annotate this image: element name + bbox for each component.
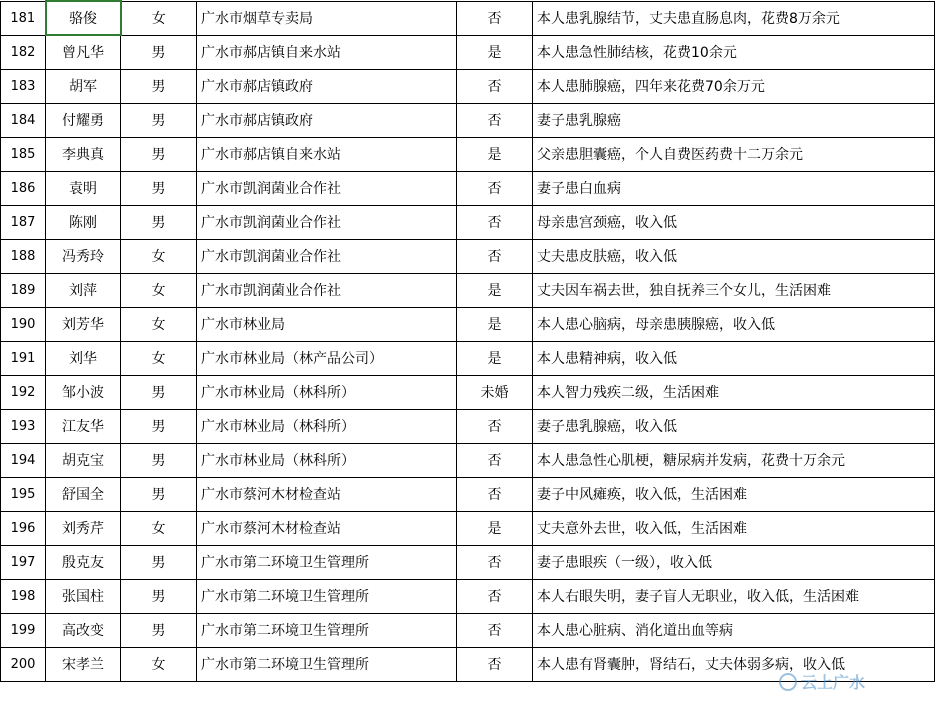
work-unit: 广水市郝店镇政府 — [197, 69, 457, 103]
person-name: 张国柱 — [46, 579, 121, 613]
dual-employee: 否 — [457, 205, 533, 239]
gender: 男 — [121, 477, 197, 511]
person-name: 刘华 — [46, 341, 121, 375]
table-row — [1, 103, 935, 137]
logo-icon — [779, 673, 797, 691]
dual-employee: 否 — [457, 477, 533, 511]
hardship-reason: 本人患精神病，收入低 — [533, 341, 935, 375]
table-row — [1, 137, 935, 171]
person-name: 李典真 — [46, 137, 121, 171]
work-unit: 广水市第二环境卫生管理所 — [197, 545, 457, 579]
table-row — [1, 375, 935, 409]
person-name: 殷克友 — [46, 545, 121, 579]
dual-employee: 是 — [457, 307, 533, 341]
gender: 男 — [121, 35, 197, 69]
row-number: 186 — [1, 171, 46, 205]
table-row — [1, 273, 935, 307]
person-name: 陈刚 — [46, 205, 121, 239]
gender: 女 — [121, 307, 197, 341]
gender: 男 — [121, 579, 197, 613]
table-row — [1, 341, 935, 375]
gender: 男 — [121, 375, 197, 409]
row-number: 191 — [1, 341, 46, 375]
hardship-reason: 本人患心脏病、消化道出血等病 — [533, 613, 935, 647]
table-row — [1, 579, 935, 613]
row-number: 185 — [1, 137, 46, 171]
work-unit: 广水市蔡河木材检查站 — [197, 511, 457, 545]
gender: 女 — [121, 647, 197, 681]
work-unit: 广水市林业局（林科所） — [197, 443, 457, 477]
work-unit: 广水市第二环境卫生管理所 — [197, 613, 457, 647]
row-number: 196 — [1, 511, 46, 545]
hardship-reason: 本人患心脑病，母亲患胰腺癌，收入低 — [533, 307, 935, 341]
dual-employee: 否 — [457, 613, 533, 647]
hardship-reason: 本人患乳腺结节，丈夫患直肠息肉，花费8万余元 — [533, 1, 935, 35]
watermark — [779, 670, 865, 693]
gender: 女 — [121, 341, 197, 375]
row-number: 187 — [1, 205, 46, 239]
dual-employee: 是 — [457, 273, 533, 307]
table-row — [1, 205, 935, 239]
dual-employee: 是 — [457, 511, 533, 545]
person-name: 袁明 — [46, 171, 121, 205]
hardship-reason: 父亲患胆囊癌，个人自费医药费十二万余元 — [533, 137, 935, 171]
hardship-reason: 妻子中风瘫痪，收入低，生活困难 — [533, 477, 935, 511]
table-row — [1, 307, 935, 341]
hardship-reason: 本人患肺腺癌，四年来花费70余万元 — [533, 69, 935, 103]
dual-employee: 否 — [457, 239, 533, 273]
person-name: 刘萍 — [46, 273, 121, 307]
person-name: 冯秀玲 — [46, 239, 121, 273]
work-unit: 广水市林业局（林产品公司） — [197, 341, 457, 375]
dual-employee: 否 — [457, 171, 533, 205]
work-unit: 广水市凯润菌业合作社 — [197, 205, 457, 239]
person-name: 胡克宝 — [46, 443, 121, 477]
work-unit: 广水市烟草专卖局 — [197, 1, 457, 35]
person-name: 舒国全 — [46, 477, 121, 511]
person-name: 骆俊 — [46, 1, 121, 35]
row-number: 193 — [1, 409, 46, 443]
row-number: 190 — [1, 307, 46, 341]
hardship-reason: 妻子患眼疾（一级），收入低 — [533, 545, 935, 579]
dual-employee: 是 — [457, 137, 533, 171]
hardship-reason: 妻子患白血病 — [533, 171, 935, 205]
person-name: 邹小波 — [46, 375, 121, 409]
person-name: 刘秀芹 — [46, 511, 121, 545]
dual-employee: 否 — [457, 579, 533, 613]
work-unit: 广水市林业局 — [197, 307, 457, 341]
dual-employee: 否 — [457, 69, 533, 103]
table-row — [1, 239, 935, 273]
row-number: 195 — [1, 477, 46, 511]
hardship-reason: 丈夫因车祸去世，独自抚养三个女儿，生活困难 — [533, 273, 935, 307]
row-number: 188 — [1, 239, 46, 273]
gender: 男 — [121, 443, 197, 477]
person-name: 刘芳华 — [46, 307, 121, 341]
work-unit: 广水市林业局（林科所） — [197, 409, 457, 443]
hardship-reason: 本人患急性心肌梗，糖尿病并发病，花费十万余元 — [533, 443, 935, 477]
gender: 男 — [121, 205, 197, 239]
gender: 男 — [121, 171, 197, 205]
work-unit: 广水市第二环境卫生管理所 — [197, 579, 457, 613]
table-row — [1, 1, 935, 35]
row-number: 184 — [1, 103, 46, 137]
person-name: 江友华 — [46, 409, 121, 443]
dual-employee: 否 — [457, 1, 533, 35]
work-unit: 广水市凯润菌业合作社 — [197, 273, 457, 307]
hardship-reason: 本人右眼失明，妻子盲人无职业，收入低，生活困难 — [533, 579, 935, 613]
person-name: 高改变 — [46, 613, 121, 647]
gender: 女 — [121, 1, 197, 35]
hardship-reason: 母亲患宫颈癌，收入低 — [533, 205, 935, 239]
work-unit: 广水市林业局（林科所） — [197, 375, 457, 409]
work-unit: 广水市郝店镇政府 — [197, 103, 457, 137]
row-number: 183 — [1, 69, 46, 103]
gender: 男 — [121, 613, 197, 647]
work-unit: 广水市郝店镇自来水站 — [197, 137, 457, 171]
dual-employee: 否 — [457, 545, 533, 579]
table-row — [1, 171, 935, 205]
table-row — [1, 545, 935, 579]
gender: 男 — [121, 69, 197, 103]
person-name: 付耀勇 — [46, 103, 121, 137]
dual-employee: 否 — [457, 103, 533, 137]
row-number: 194 — [1, 443, 46, 477]
row-number: 182 — [1, 35, 46, 69]
gender: 男 — [121, 137, 197, 171]
dual-employee: 是 — [457, 35, 533, 69]
work-unit: 广水市第二环境卫生管理所 — [197, 647, 457, 681]
hardship-reason: 本人智力残疾二级，生活困难 — [533, 375, 935, 409]
row-number: 197 — [1, 545, 46, 579]
gender: 男 — [121, 545, 197, 579]
hardship-reason: 妻子患乳腺癌 — [533, 103, 935, 137]
table-row — [1, 35, 935, 69]
dual-employee: 否 — [457, 409, 533, 443]
hardship-reason: 丈夫患皮肤癌，收入低 — [533, 239, 935, 273]
work-unit: 广水市蔡河木材检查站 — [197, 477, 457, 511]
work-unit: 广水市郝店镇自来水站 — [197, 35, 457, 69]
dual-employee: 否 — [457, 647, 533, 681]
row-number: 199 — [1, 613, 46, 647]
row-number: 200 — [1, 647, 46, 681]
table-row — [1, 477, 935, 511]
hardship-reason: 本人患有肾囊肿，肾结石，丈夫体弱多病，收入低 — [533, 647, 935, 681]
watermark-text: 云上广水 — [800, 673, 865, 692]
table-row — [1, 409, 935, 443]
table-row — [1, 511, 935, 545]
work-unit: 广水市凯润菌业合作社 — [197, 239, 457, 273]
hardship-reason: 丈夫意外去世，收入低，生活困难 — [533, 511, 935, 545]
dual-employee: 未婚 — [457, 375, 533, 409]
person-name: 曾凡华 — [46, 35, 121, 69]
hardship-reason: 妻子患乳腺癌，收入低 — [533, 409, 935, 443]
gender: 男 — [121, 103, 197, 137]
gender: 男 — [121, 409, 197, 443]
gender: 女 — [121, 239, 197, 273]
table-row — [1, 69, 935, 103]
row-number: 189 — [1, 273, 46, 307]
gender: 女 — [121, 511, 197, 545]
work-unit: 广水市凯润菌业合作社 — [197, 171, 457, 205]
dual-employee: 是 — [457, 341, 533, 375]
hardship-reason: 本人患急性肺结核，花费10余元 — [533, 35, 935, 69]
gender: 女 — [121, 273, 197, 307]
person-name: 胡军 — [46, 69, 121, 103]
person-name: 宋孝兰 — [46, 647, 121, 681]
table-row — [1, 613, 935, 647]
dual-employee: 否 — [457, 443, 533, 477]
row-number: 198 — [1, 579, 46, 613]
row-number: 192 — [1, 375, 46, 409]
row-number: 181 — [1, 1, 46, 35]
table-row — [1, 443, 935, 477]
